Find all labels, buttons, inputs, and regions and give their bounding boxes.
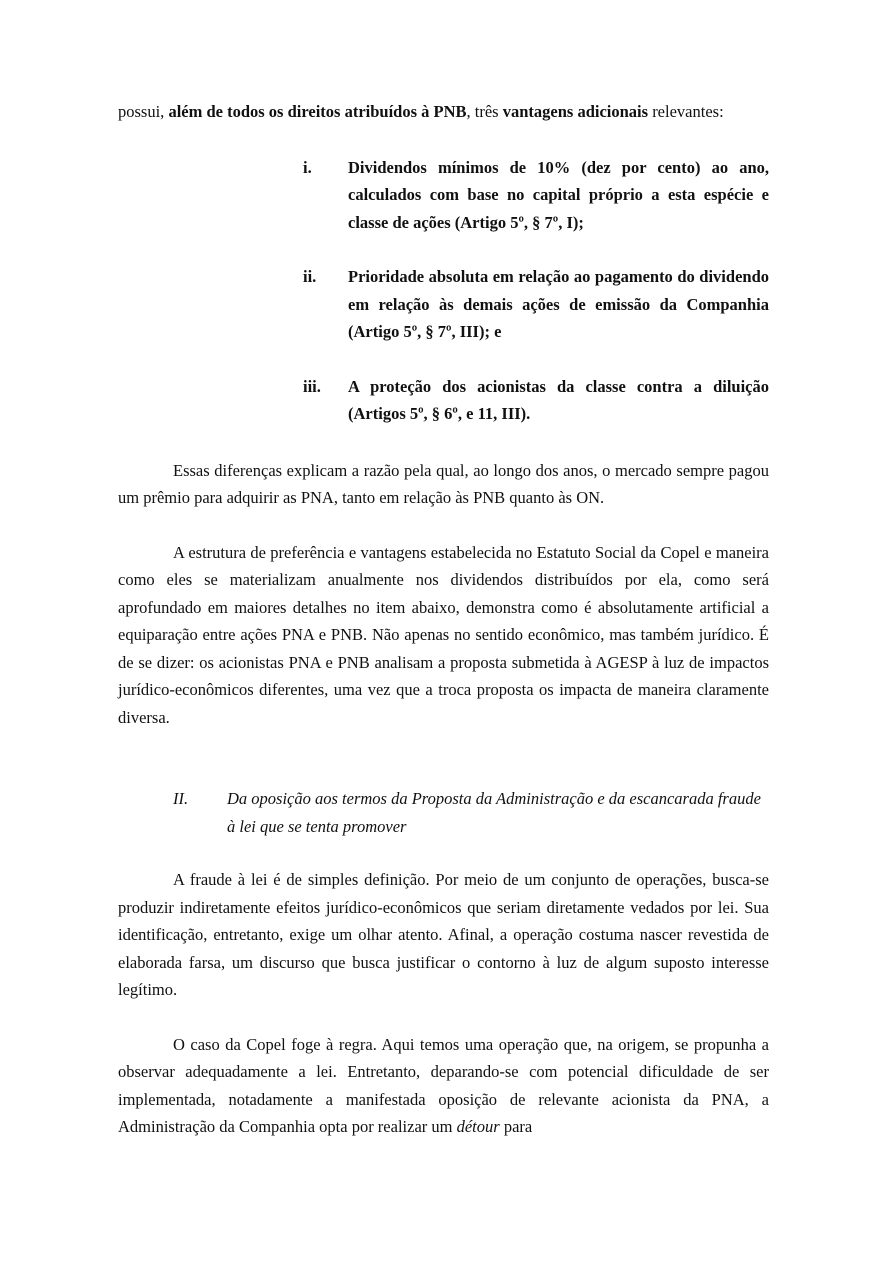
intro-bold-2: vantagens adicionais [502, 102, 649, 121]
advantages-list [118, 154, 769, 428]
list-item-text: A proteção dos acionistas da classe contra a diluição (Artigos 5º, § 6º, e 11, III). [348, 376, 769, 423]
list-item-number: ii. [303, 267, 317, 286]
list-item-text: Prioridade absoluta em relação ao pagamento do dividendo em relação às demais ações de emissão da Companhia (Artigo 5º, § 7º, III); e [348, 267, 769, 341]
intro-text-3: relevantes: [648, 102, 724, 121]
paragraph-fraud: A fraude à lei é de simples definição. Por meio de um conjunto de operações, busca-se produzir indiretamente efeitos jurídico-econômicos que seriam diretamente vedados por lei. Sua identificação, entretanto, exige um olhar atento. Afinal, a operação costuma nascer revestida de elaborada farsa, um discurso que busca justificar o contorno à luz de algum suposto interesse legítimo. [118, 870, 769, 999]
list-item-number: i. [303, 157, 312, 177]
section-title: Da oposição aos termos da Proposta da Administração e da escancarada fraude à lei que se tenta promover [227, 789, 761, 836]
copel-case-text-end: para [499, 1117, 533, 1136]
list-item-number: iii. [303, 376, 321, 396]
copel-case-italic: détour [456, 1117, 500, 1136]
copel-case-text: O caso da Copel foge à regra. Aqui temos uma operação que, na origem, se propunha a observar adequadamente a lei. Entretanto, deparando-se com potencial dificuldade de ser implementada, notadamente a manifestada oposição de relevante acionista da PNA, a Administração da Companhia opta por realizar um [118, 1034, 769, 1136]
intro-text-1: possui, [118, 102, 169, 121]
intro-bold-1: além de todos os direitos atribuídos à PNB [168, 102, 467, 121]
list-item [118, 373, 769, 428]
list-item [118, 263, 769, 346]
intro-text-2: , três [466, 102, 503, 121]
document-page [118, 98, 769, 1141]
list-item-text: Dividendos mínimos de 10% (dez por cento) ao ano, calculados com base no capital próprio a esta espécie e classe de ações (Artigo 5º, § 7º, I); [348, 157, 769, 232]
paragraph-structure: A estrutura de preferência e vantagens estabelecida no Estatuto Social da Copel e maneira como eles se materializam anualmente nos dividendos distribuídos por ela, como será aprofundado em maiores detalhes no item abaixo, demonstra como é absolutamente artificial a equiparação entre ações PNA e PNB. Não apenas no sentido econômico, mas também jurídico. É de se dizer: os acionistas PNA e PNB analisam a proposta submetida à AGESP à luz de impactos jurídico-econômicos diferentes, uma vez que a troca proposta os impacta de maneira claramente diversa. [118, 542, 769, 727]
section-number: II. [173, 789, 189, 808]
list-item [118, 154, 769, 237]
paragraph-differences: Essas diferenças explicam a razão pela qual, ao longo dos anos, o mercado sempre pagou um prêmio para adquirir as PNA, tanto em relação às PNB quanto às ON. [118, 460, 769, 507]
intro-paragraph [118, 98, 769, 126]
paragraph-copel-case [118, 1031, 769, 1141]
section-heading [118, 785, 769, 840]
